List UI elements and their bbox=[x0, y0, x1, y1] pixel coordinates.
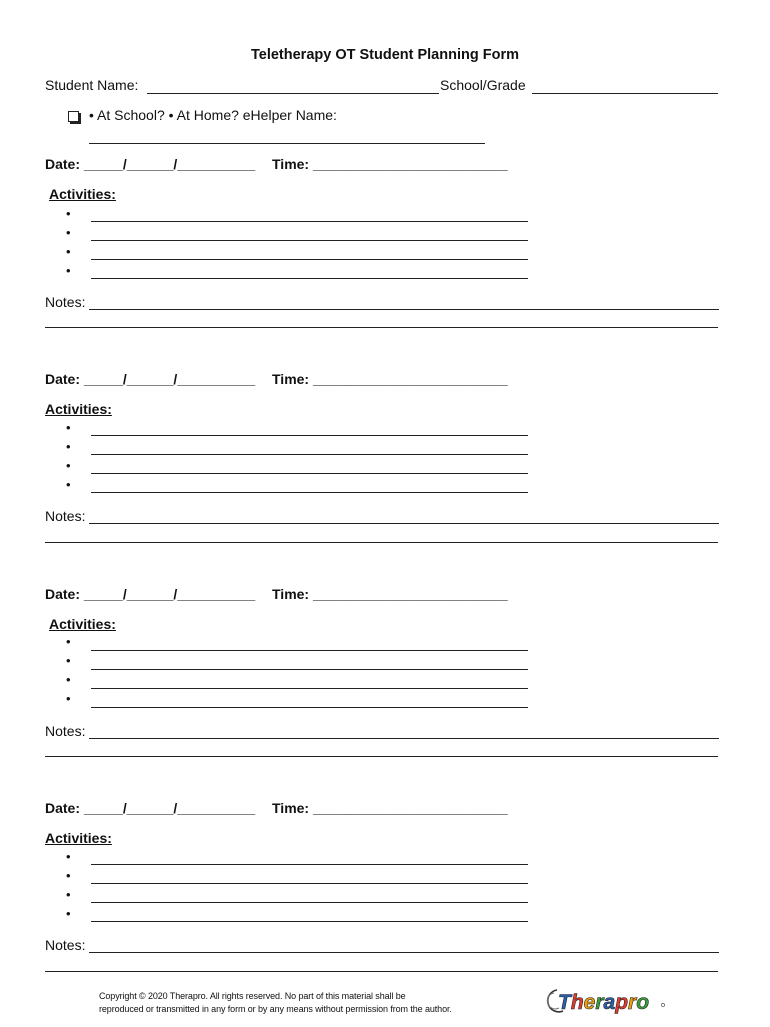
location-label: • At School? • At Home? eHelper Name: bbox=[89, 107, 337, 123]
logo-letter: p bbox=[615, 991, 629, 1014]
activities-heading: Activities: bbox=[49, 616, 116, 632]
time-field[interactable]: Time: _________________________ bbox=[272, 800, 508, 816]
activity-bullet: • bbox=[66, 672, 71, 687]
activity-bullet: • bbox=[66, 634, 71, 649]
form-title: Teletherapy OT Student Planning Form bbox=[250, 47, 519, 63]
logo-letter: r bbox=[628, 991, 637, 1014]
logo-letter: o bbox=[636, 991, 650, 1014]
activity-bullet: • bbox=[66, 420, 71, 435]
notes-line[interactable] bbox=[89, 952, 719, 953]
time-field[interactable]: Time: _________________________ bbox=[272, 586, 508, 602]
activity-line[interactable] bbox=[91, 454, 528, 455]
activity-bullet: • bbox=[66, 906, 71, 921]
notes-label: Notes: bbox=[45, 508, 86, 524]
date-field[interactable]: Date: _____/______/__________ bbox=[45, 586, 256, 602]
time-field[interactable]: Time: _________________________ bbox=[272, 156, 508, 172]
location-checkbox[interactable] bbox=[68, 111, 79, 122]
activity-line[interactable] bbox=[91, 259, 528, 260]
notes-line[interactable] bbox=[45, 971, 718, 972]
therapro-logo bbox=[543, 982, 673, 1022]
activity-line[interactable] bbox=[91, 278, 528, 279]
activity-line[interactable] bbox=[91, 902, 528, 903]
activity-bullet: • bbox=[66, 458, 71, 473]
activity-line[interactable] bbox=[91, 688, 528, 689]
activity-bullet: • bbox=[66, 244, 71, 259]
activities-heading: Activities: bbox=[45, 401, 112, 417]
activity-line[interactable] bbox=[91, 669, 528, 670]
activity-line[interactable] bbox=[91, 921, 528, 922]
activity-bullet: • bbox=[66, 868, 71, 883]
activities-heading: Activities: bbox=[45, 830, 112, 846]
notes-line[interactable] bbox=[45, 756, 718, 757]
student-name-line[interactable] bbox=[147, 93, 439, 94]
logo-letter: a bbox=[603, 991, 616, 1014]
logo-swoosh-icon bbox=[543, 982, 673, 1022]
student-name-label: Student Name: bbox=[45, 77, 139, 93]
copyright-notice bbox=[99, 990, 452, 1016]
school-grade-label: School/Grade bbox=[440, 77, 526, 93]
activity-bullet: • bbox=[66, 849, 71, 864]
notes-line[interactable] bbox=[45, 327, 718, 328]
logo-wordmark bbox=[558, 991, 649, 1014]
notes-label: Notes: bbox=[45, 937, 86, 953]
activity-bullet: • bbox=[66, 225, 71, 240]
notes-line[interactable] bbox=[89, 738, 719, 739]
activity-line[interactable] bbox=[91, 221, 528, 222]
activity-bullet: • bbox=[66, 263, 71, 278]
activity-bullet: • bbox=[66, 206, 71, 221]
date-field[interactable]: Date: _____/______/__________ bbox=[45, 371, 256, 387]
copyright-line-2: reproduced or transmitted in any form or by any means without permission from the author. bbox=[99, 1004, 452, 1014]
date-field[interactable]: Date: _____/______/__________ bbox=[45, 156, 256, 172]
notes-line[interactable] bbox=[89, 523, 719, 524]
activity-line[interactable] bbox=[91, 707, 528, 708]
notes-line[interactable] bbox=[89, 309, 719, 310]
copyright-line-1: Copyright © 2020 Therapro. All rights reserved. No part of this material shall be bbox=[99, 991, 406, 1001]
activity-line[interactable] bbox=[91, 473, 528, 474]
time-field[interactable]: Time: _________________________ bbox=[272, 371, 508, 387]
activity-line[interactable] bbox=[91, 650, 528, 651]
notes-line[interactable] bbox=[45, 542, 718, 543]
notes-label: Notes: bbox=[45, 294, 86, 310]
logo-letter: e bbox=[583, 991, 596, 1014]
logo-letter: r bbox=[595, 991, 604, 1014]
activity-bullet: • bbox=[66, 477, 71, 492]
activity-line[interactable] bbox=[91, 883, 528, 884]
ehelper-name-line[interactable] bbox=[89, 143, 485, 144]
activity-bullet: • bbox=[66, 691, 71, 706]
school-grade-line[interactable] bbox=[532, 93, 718, 94]
activity-line[interactable] bbox=[91, 435, 528, 436]
activity-bullet: • bbox=[66, 887, 71, 902]
date-field[interactable]: Date: _____/______/__________ bbox=[45, 800, 256, 816]
activity-bullet: • bbox=[66, 653, 71, 668]
notes-label: Notes: bbox=[45, 723, 86, 739]
logo-letter: h bbox=[570, 991, 584, 1014]
activity-line[interactable] bbox=[91, 240, 528, 241]
activity-line[interactable] bbox=[91, 492, 528, 493]
logo-letter: T bbox=[558, 991, 571, 1014]
activity-bullet: • bbox=[66, 439, 71, 454]
activities-heading: Activities: bbox=[49, 186, 116, 202]
activity-line[interactable] bbox=[91, 864, 528, 865]
